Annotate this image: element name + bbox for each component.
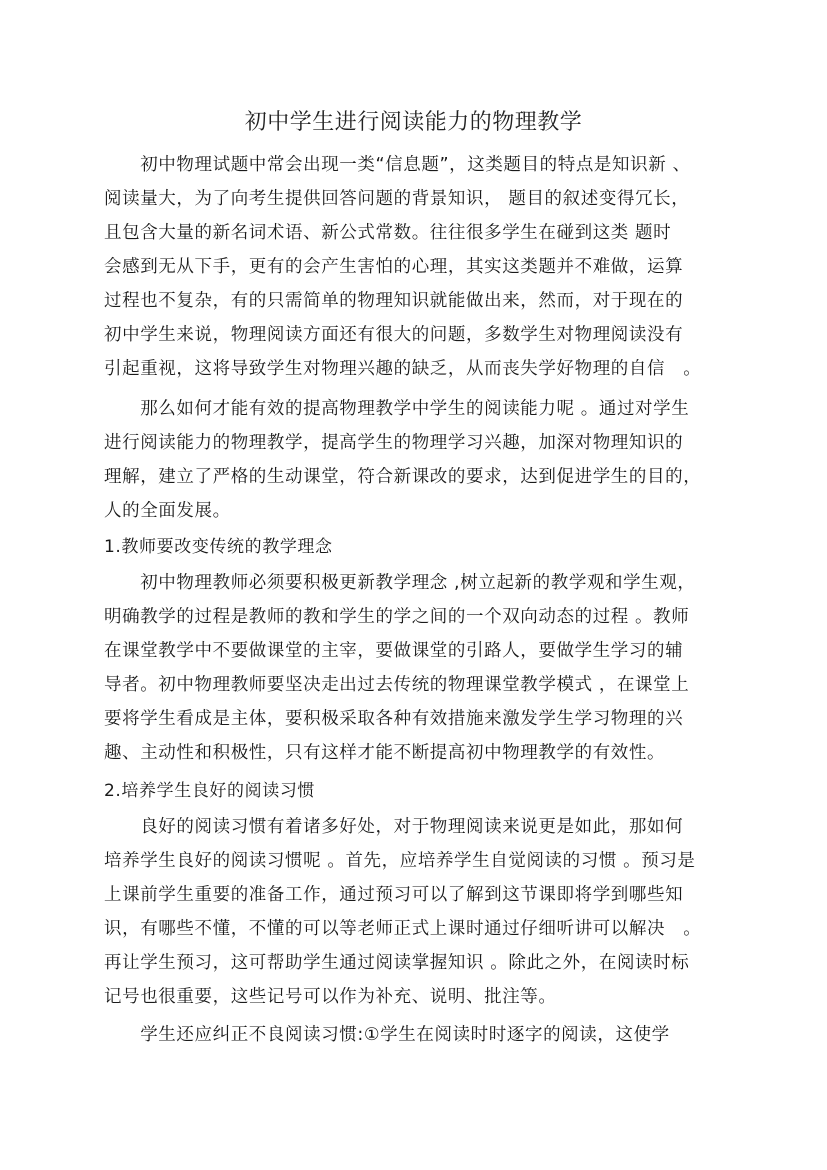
paragraph-line: 那么如何才能有效的提高物理教学中学生的阅读能力呢 。通过对学生 xyxy=(104,399,690,419)
section1-heading xyxy=(104,530,730,564)
paragraph-line: 在课堂教学中不要做课堂的主宰，要做课堂的引路人，要做学生学习的辅 xyxy=(104,641,684,661)
paragraph-line: 识，有哪些不懂，不懂的可以等老师正式上课时通过仔细听讲可以解决 。 xyxy=(104,919,702,939)
paragraph-line: 要将学生看成是主体，要积极采取各种有效措施来激发学生学习物理的兴 xyxy=(104,709,684,729)
paragraph-line: 明确教学的过程是教师的教和学生的学之间的一个双向动态的过程 。教师 xyxy=(104,607,690,627)
section1-paragraph xyxy=(104,566,730,770)
document-title: 初中学生进行阅读能力的物理教学 xyxy=(244,110,583,135)
closing-paragraph xyxy=(104,1018,730,1052)
paragraph-line: 理解，建立了严格的生动课堂，符合新课改的要求，达到促进学生的目的， xyxy=(104,467,702,487)
paragraph-line: 导者。初中物理教师要坚决走出过去传统的物理课堂教学模式 ，在课堂上 xyxy=(104,675,690,695)
paragraph-line: 学生还应纠正不良阅读习惯:①学生在阅读时时逐字的阅读，这使学 xyxy=(104,1025,670,1045)
paragraph-line: 记号也很重要，这些记号可以作为补充、说明、批注等。 xyxy=(104,987,557,1007)
paragraph-line: 人的全面发展。 xyxy=(104,501,231,521)
section-heading: 2.培养学生良好的阅读习惯 xyxy=(104,781,316,801)
paragraph-line: 初中物理试题中常会出现一类“信息题”，这类题目的特点是知识新 、 xyxy=(104,155,691,175)
paragraph-line: 培养学生良好的阅读习惯呢 。首先，应培养学生自觉阅读的习惯 。预习是 xyxy=(104,851,696,871)
intro-paragraph xyxy=(104,148,730,386)
section2-heading xyxy=(104,774,730,808)
paragraph-line: 良好的阅读习惯有着诸多好处，对于物理阅读来说更是如此，那如何 xyxy=(104,817,684,837)
paragraph-line: 阅读量大，为了向考生提供回答问题的背景知识， 题目的叙述变得冗长， xyxy=(104,189,690,209)
paragraph-line: 再让学生预习，这可帮助学生通过阅读掌握知识 。除此之外，在阅读时标 xyxy=(104,953,690,973)
paragraph-line: 初中学生来说，物理阅读方面还有很大的问题，多数学生对物理阅读没有 xyxy=(104,325,684,345)
section-heading: 1.教师要改变传统的教学理念 xyxy=(104,537,333,557)
paragraph-line: 进行阅读能力的物理教学，提高学生的物理学习兴趣，加深对物理知识的 xyxy=(104,433,684,453)
paragraph-line: 过程也不复杂，有的只需简单的物理知识就能做出来，然而，对于现在的 xyxy=(104,291,684,311)
section2-paragraph xyxy=(104,810,730,1014)
paragraph-line: 上课前学生重要的准备工作，通过预习可以了解到这节课即将学到哪些知 xyxy=(104,885,684,905)
paragraph-line: 会感到无从下手，更有的会产生害怕的心理，其实这类题并不难做，运算 xyxy=(104,257,684,277)
paragraph-line: 且包含大量的新名词术语、新公式常数。往往很多学生在碰到这类 题时 xyxy=(104,223,672,243)
question-paragraph xyxy=(104,392,730,528)
paragraph-line: 引起重视，这将导致学生对物理兴趣的缺乏，从而丧失学好物理的自信 。 xyxy=(104,359,702,379)
paragraph-line: 趣、主动性和积极性，只有这样才能不断提高初中物理教学的有效性。 xyxy=(104,743,666,763)
paragraph-line: 初中物理教师必须要积极更新教学理念 ,树立起新的教学观和学生观， xyxy=(104,573,696,593)
